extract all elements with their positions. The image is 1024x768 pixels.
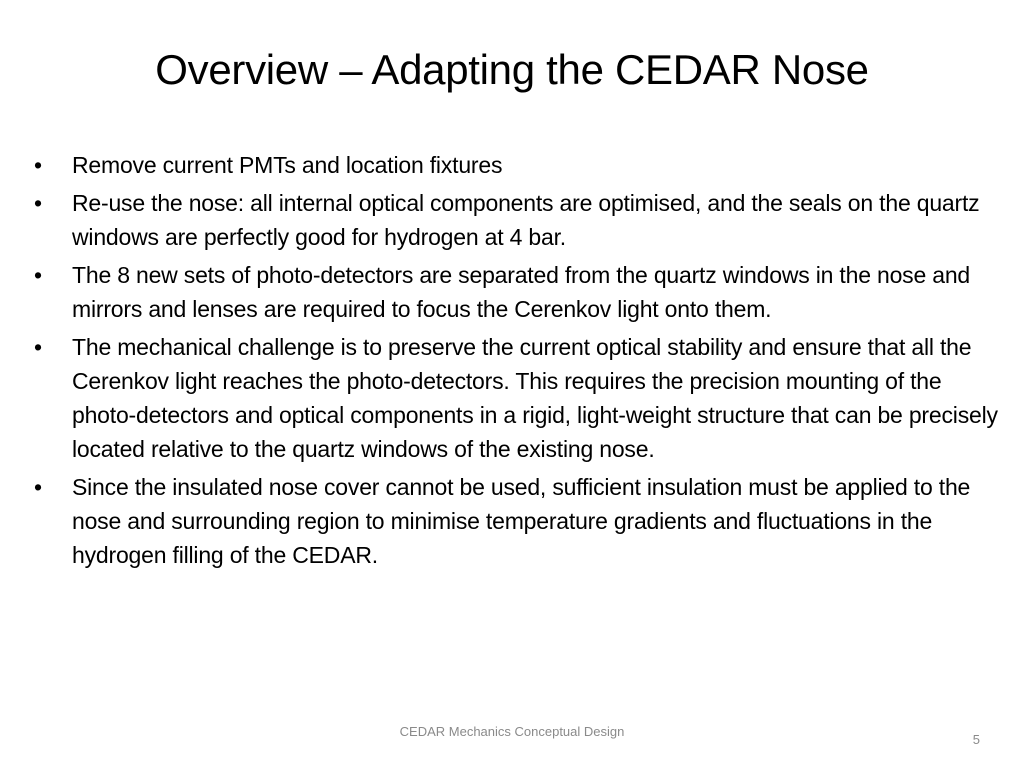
- bullet-list: [34, 148, 1002, 576]
- bullet-text: Since the insulated nose cover cannot be used, sufficient insulation must be applied to the nose and surrounding region to minimise temperature gradients and fluctuations in the hydrogen filling of the CEDAR.: [72, 474, 971, 568]
- bullet-text: Remove current PMTs and location fixtures: [72, 152, 503, 178]
- bullet-item-5: [34, 470, 1002, 572]
- bullet-item-4: [34, 330, 1002, 466]
- bullet-icon: •: [34, 152, 42, 178]
- bullet-icon: •: [34, 190, 42, 216]
- bullet-item-3: [34, 258, 1002, 326]
- bullet-text: Re-use the nose: all internal optical components are optimised, and the seals on the quartz windows are perfectly good for hydrogen at 4 bar.: [72, 190, 980, 250]
- page-number: 5: [972, 732, 980, 747]
- bullet-icon: •: [34, 262, 42, 288]
- bullet-text: The 8 new sets of photo-detectors are separated from the quartz windows in the nose and mirrors and lenses are required to focus the Cerenkov light onto them.: [72, 262, 971, 322]
- bullet-icon: •: [34, 334, 42, 360]
- bullet-text: The mechanical challenge is to preserve the current optical stability and ensure that all the Cerenkov light reaches the photo-detectors. This requires the precision mounting of the photo-detectors and optical components in a rigid, light-weight structure that can be precisely located relative to the quartz windows of the existing nose.: [72, 334, 998, 462]
- bullet-icon: •: [34, 474, 42, 500]
- footer-text: CEDAR Mechanics Conceptual Design: [399, 724, 625, 739]
- bullet-item-2: [34, 186, 1002, 254]
- bullet-item-1: [34, 148, 1002, 182]
- slide-title: Overview – Adapting the CEDAR Nose: [155, 46, 869, 93]
